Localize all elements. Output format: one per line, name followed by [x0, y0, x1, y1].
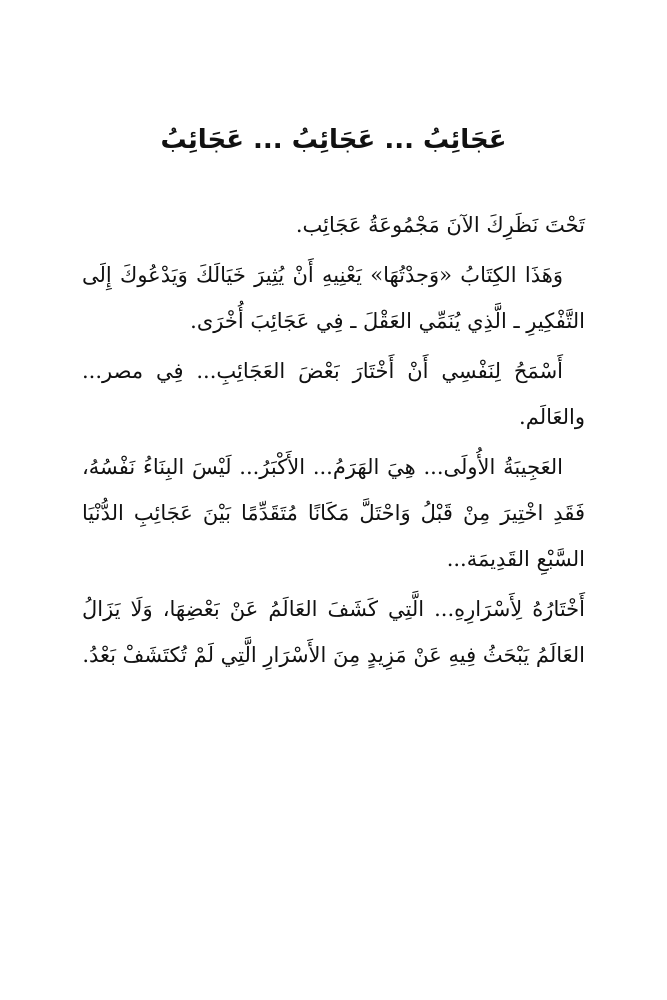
- paragraph-1: تَحْتَ نَظَرِكَ الآنَ مَجْمُوعَةُ عَجَائِب.: [295, 213, 585, 237]
- paragraph-4: العَجِيبَةُ الأُولَى... هِيَ الهَرَمُ... الأَكْبَرُ... لَيْسَ البِنَاءُ نَفْسُهُ، فَقَدِ اخْتِيرَ مِنْ قَبْلُ وَاحْتَلَّ مَكَانًا مُتَقَدِّمًا بَيْنَ عَجَائِبِ الدُّنْيَا السَّبْعِ القَدِيمَة...: [82, 455, 585, 571]
- page-title: عَجَائِبُ ... عَجَائِبُ ... عَجَائِبُ: [160, 125, 507, 155]
- paragraph-5: أَخْتَارُهُ لِأَسْرَارِهِ... الَّتِي كَشَفَ العَالَمُ عَنْ بَعْضِهَا، وَلَا يَزَالُ العَالَمُ يَبْحَثُ فِيهِ عَنْ مَزِيدٍ مِنَ الأَسْرَارِ الَّتِي لَمْ تُكتَشَفْ بَعْدُ.: [82, 597, 585, 667]
- paragraph-3: أَسْمَحُ لِنَفْسِي أَنْ أَخْتَارَ بَعْضَ العَجَائِبِ... فِي مصر... والعَالَم.: [82, 359, 585, 429]
- body-text: [82, 202, 585, 678]
- paragraph-2: وَهَذَا الكِتَابُ «وَجدْتُهَا» يَعْنِيهِ أَنْ يُثِيرَ خَيَالَكَ وَيَدْعُوكَ إِلَى التَّفْكِيرِ ـ الَّذِي يُنَمِّي العَقْلَ ـ فِي عَجَائِبَ أُخْرَى.: [82, 263, 585, 333]
